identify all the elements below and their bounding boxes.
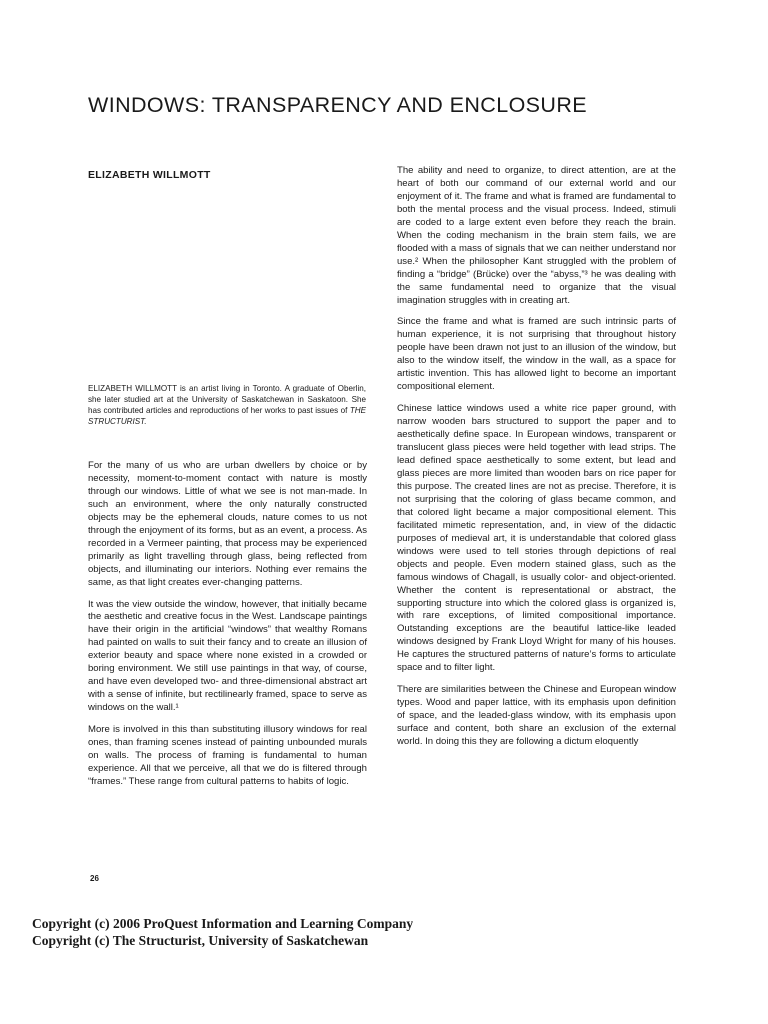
body-paragraph: It was the view outside the window, however, that initially became the aesthetic and creative focus in the West. Landscape paintings have their origin in the artificial “windows” that wealthy Romans had painted on walls to suit their fancy and to create an illusion of exterior beauty and space where none existed in a crowded or boring environment. We still use paintings in that way, of course, and have even developed two- and three-dimensional abstract art with a sense of infinite, but rectilinearly framed, space to serve as windows on the wall.¹ (88, 598, 367, 714)
article-author: ELIZABETH WILLMOTT (88, 169, 211, 181)
body-paragraph: Chinese lattice windows used a white rice paper ground, with narrow wooden bars structured to support the paper and to aesthetically define space. In European windows, transparent or translucent glass pieces were held together with lead strips. The lead defined space aesthetically to some extent, but lead and glass pieces are more limited than wooden bars on rice paper for this purpose. The created lines are not as precise. Therefore, it is not surprising that the coloring of glass became common, and that colored light became a major compositional element. This facilitated mimetic representation, and, in view of the didactic purposes of medieval art, it is understandable that colored glass windows were used to tell stories through depictions of real objects and people. Even modern stained glass, such as the famous windows of Chagall, is usually color- and object-oriented. Whether the content is representational or abstract, the supporting structure into which the colored glass is organized is, with rare exceptions, of limited compositional importance. Outstanding exceptions are the beautiful lattice-like leaded windows designed by Frank Lloyd Wright for many of his houses. He captures the structured patterns of nature’s forms to articulate space and to filter light. (397, 403, 676, 674)
right-column (397, 165, 676, 758)
author-bio (88, 383, 366, 427)
copyright-structurist: Copyright (c) The Structurist, University of Saskatchewan (32, 933, 369, 948)
left-column (88, 460, 367, 798)
body-paragraph: The ability and need to organize, to direct attention, are at the heart of both our command of our external world and our enjoyment of it. The frame and what is framed are fundamental to both the mental process and the visual process. Indeed, stimuli are coded to a large extent even before they reach the brain. When the coding mechanism in the brain stem fails, we are flooded with a mass of signals that we can neither understand nor use.² When the philosopher Kant struggled with the problem of finding a “bridge” (Brücke) over the “abyss,”³ he was dealing with the same fundamental need to organize that the visual imagination struggles with in creating art. (397, 165, 676, 306)
copyright-proquest: Copyright (c) 2006 ProQuest Information and Learning Company (32, 916, 414, 931)
body-paragraph: There are similarities between the Chinese and European window types. Wood and paper lattice, with its emphasis upon definition of space, and the leaded-glass window, with its emphasis upon surface and content, both share an exclusion of the external world. In doing this they are following a dictum eloquently (397, 684, 676, 748)
page-number: 26 (90, 874, 99, 883)
author-bio-journal: THE STRUCTURIST. (88, 406, 366, 426)
article-title: WINDOWS: TRANSPARENCY AND ENCLOSURE (88, 93, 588, 117)
body-paragraph: More is involved in this than substituting illusory windows for real ones, than framing scenes instead of painting unbounded murals on walls. The process of framing is fundamental to human experience. All that we perceive, all that we do is filtered through “frames.” These range from cultural patterns to habits of logic. (88, 724, 367, 787)
body-paragraph: Since the frame and what is framed are such intrinsic parts of human experience, it is not surprising that throughout history people have been drawn not just to an illusion of the window, but also to the window itself, the window in the wall, as a space for artistic invention. This has allowed light to become an important compositional element. (397, 316, 676, 393)
body-paragraph: For the many of us who are urban dwellers by choice or by necessity, moment-to-moment contact with nature is mostly through our windows. Little of what we see is not man-made. In such an environment, where the only naturally constructed objects may be the ephemeral clouds, nature comes to us not through the enjoyment of its forms, but as an event, a process. As recorded in a Vermeer painting, that process may be experienced primarily as light travelling through glass, being reflected from objects, and illuminating our interiors. Nothing ever remains the same, as that light creates ever-changing patterns. (88, 460, 367, 588)
author-bio-text: ELIZABETH WILLMOTT is an artist living in Toronto. A graduate of Oberlin, she later studied art at the University of Saskatchewan in Saskatoon. She has contributed articles and reproductions of her works to past issues of (88, 384, 366, 415)
